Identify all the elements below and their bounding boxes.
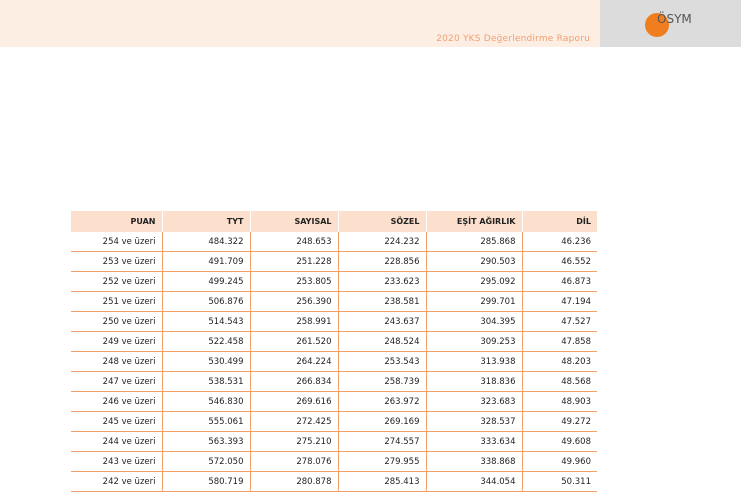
- column-header-puan: PUAN: [71, 211, 162, 232]
- sayisal-cell: 251.228: [250, 252, 338, 272]
- esit-agirlik-cell: 313.938: [426, 352, 522, 372]
- sozel-cell: 224.232: [338, 232, 426, 252]
- column-header-dil: DİL: [522, 211, 597, 232]
- puan-cell: 249 ve üzeri: [71, 332, 162, 352]
- table-row: [71, 452, 597, 472]
- sozel-cell: 238.581: [338, 292, 426, 312]
- dil-cell: 46.236: [522, 232, 597, 252]
- column-header-tyt: TYT: [162, 211, 250, 232]
- puan-cell: 253 ve üzeri: [71, 252, 162, 272]
- tyt-cell: 491.709: [162, 252, 250, 272]
- puan-cell: 243 ve üzeri: [71, 452, 162, 472]
- esit-agirlik-cell: 299.701: [426, 292, 522, 312]
- table-row: [71, 392, 597, 412]
- dil-cell: 46.873: [522, 272, 597, 292]
- sayisal-cell: 258.991: [250, 312, 338, 332]
- table-row: [71, 412, 597, 432]
- sayisal-cell: 280.878: [250, 472, 338, 492]
- puan-cell: 250 ve üzeri: [71, 312, 162, 332]
- dil-cell: 48.903: [522, 392, 597, 412]
- esit-agirlik-cell: 309.253: [426, 332, 522, 352]
- puan-cell: 246 ve üzeri: [71, 392, 162, 412]
- tyt-cell: 506.876: [162, 292, 250, 312]
- sozel-cell: 233.623: [338, 272, 426, 292]
- esit-agirlik-cell: 338.868: [426, 452, 522, 472]
- dil-cell: 47.527: [522, 312, 597, 332]
- esit-agirlik-cell: 323.683: [426, 392, 522, 412]
- table-row: [71, 292, 597, 312]
- tyt-cell: 572.050: [162, 452, 250, 472]
- puan-cell: 247 ve üzeri: [71, 372, 162, 392]
- table-header-row: [71, 211, 597, 232]
- sozel-cell: 279.955: [338, 452, 426, 472]
- sozel-cell: 263.972: [338, 392, 426, 412]
- tyt-cell: 555.061: [162, 412, 250, 432]
- sayisal-cell: 272.425: [250, 412, 338, 432]
- logo-text: ÖSYM: [657, 12, 692, 26]
- esit-agirlik-cell: 333.634: [426, 432, 522, 452]
- sayisal-cell: 253.805: [250, 272, 338, 292]
- tyt-cell: 530.499: [162, 352, 250, 372]
- column-header-sayisal: SAYISAL: [250, 211, 338, 232]
- table-row: [71, 252, 597, 272]
- report-title: 2020 YKS Değerlendirme Raporu: [436, 34, 590, 44]
- sozel-cell: 253.543: [338, 352, 426, 372]
- sayisal-cell: 248.653: [250, 232, 338, 252]
- puan-cell: 245 ve üzeri: [71, 412, 162, 432]
- tyt-cell: 580.719: [162, 472, 250, 492]
- sayisal-cell: 266.834: [250, 372, 338, 392]
- tyt-cell: 484.322: [162, 232, 250, 252]
- esit-agirlik-cell: 328.537: [426, 412, 522, 432]
- sayisal-cell: 269.616: [250, 392, 338, 412]
- sayisal-cell: 275.210: [250, 432, 338, 452]
- tyt-cell: 499.245: [162, 272, 250, 292]
- esit-agirlik-cell: 290.503: [426, 252, 522, 272]
- tyt-cell: 546.830: [162, 392, 250, 412]
- table-row: [71, 472, 597, 492]
- esit-agirlik-cell: 295.092: [426, 272, 522, 292]
- sozel-cell: 269.169: [338, 412, 426, 432]
- table-row: [71, 332, 597, 352]
- table-row: [71, 232, 597, 252]
- score-distribution-table: [71, 211, 597, 492]
- esit-agirlik-cell: 344.054: [426, 472, 522, 492]
- sayisal-cell: 256.390: [250, 292, 338, 312]
- esit-agirlik-cell: 318.836: [426, 372, 522, 392]
- dil-cell: 47.858: [522, 332, 597, 352]
- puan-cell: 252 ve üzeri: [71, 272, 162, 292]
- dil-cell: 48.568: [522, 372, 597, 392]
- sayisal-cell: 278.076: [250, 452, 338, 472]
- puan-cell: 254 ve üzeri: [71, 232, 162, 252]
- table-row: [71, 272, 597, 292]
- dil-cell: 50.311: [522, 472, 597, 492]
- table-row: [71, 352, 597, 372]
- tyt-cell: 514.543: [162, 312, 250, 332]
- table-row: [71, 312, 597, 332]
- tyt-cell: 522.458: [162, 332, 250, 352]
- puan-cell: 242 ve üzeri: [71, 472, 162, 492]
- puan-cell: 244 ve üzeri: [71, 432, 162, 452]
- dil-cell: 47.194: [522, 292, 597, 312]
- sozel-cell: 248.524: [338, 332, 426, 352]
- sayisal-cell: 264.224: [250, 352, 338, 372]
- esit-agirlik-cell: 285.868: [426, 232, 522, 252]
- column-header-sozel: SÖZEL: [338, 211, 426, 232]
- dil-cell: 48.203: [522, 352, 597, 372]
- puan-cell: 248 ve üzeri: [71, 352, 162, 372]
- esit-agirlik-cell: 304.395: [426, 312, 522, 332]
- dil-cell: 49.960: [522, 452, 597, 472]
- sozel-cell: 285.413: [338, 472, 426, 492]
- table-row: [71, 432, 597, 452]
- dil-cell: 49.272: [522, 412, 597, 432]
- tyt-cell: 563.393: [162, 432, 250, 452]
- tyt-cell: 538.531: [162, 372, 250, 392]
- dil-cell: 46.552: [522, 252, 597, 272]
- sayisal-cell: 261.520: [250, 332, 338, 352]
- puan-cell: 251 ve üzeri: [71, 292, 162, 312]
- sozel-cell: 274.557: [338, 432, 426, 452]
- table-row: [71, 372, 597, 392]
- sozel-cell: 243.637: [338, 312, 426, 332]
- sozel-cell: 228.856: [338, 252, 426, 272]
- sozel-cell: 258.739: [338, 372, 426, 392]
- dil-cell: 49.608: [522, 432, 597, 452]
- column-header-esit-agirlik: EŞİT AĞIRLIK: [426, 211, 522, 232]
